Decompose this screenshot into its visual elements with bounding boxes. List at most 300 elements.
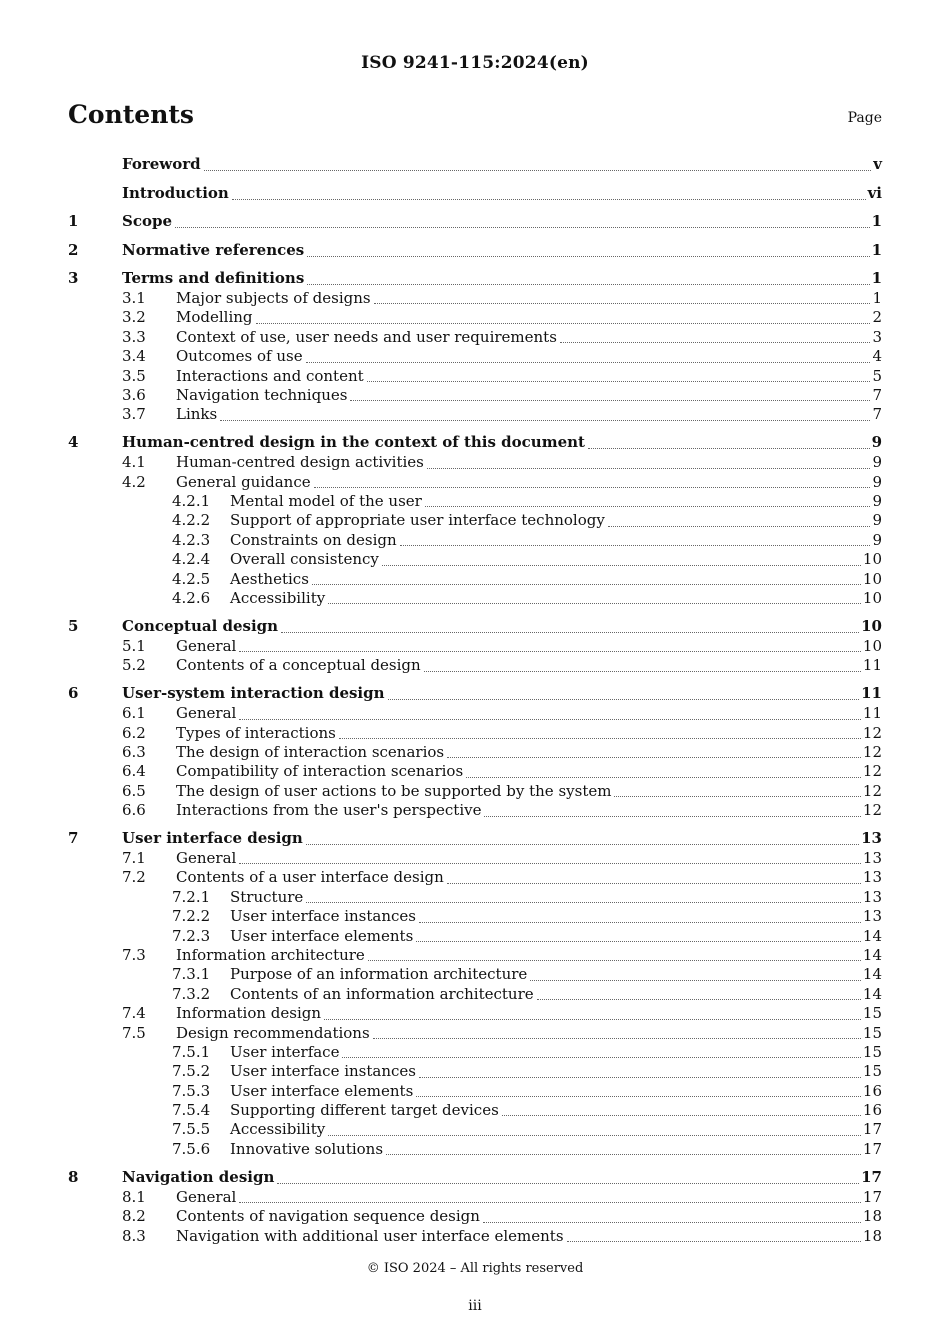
toc-entry-title[interactable]: User interface design: [122, 828, 303, 847]
toc-entry-title[interactable]: Navigation with additional user interface elements: [176, 1226, 564, 1245]
toc-entry[interactable]: [68, 1140, 882, 1159]
toc-entry-title[interactable]: User interface instances: [230, 907, 416, 926]
toc-entry-line: [176, 1188, 882, 1207]
toc-entry-page[interactable]: vi: [867, 183, 882, 202]
dot-leader: [175, 227, 870, 228]
toc-entry-title[interactable]: Normative references: [122, 240, 305, 259]
dot-leader: [466, 777, 861, 778]
dot-leader: [483, 1222, 861, 1223]
toc-entry-line: [176, 1024, 882, 1043]
toc-entry[interactable]: [68, 683, 882, 704]
toc-entry-title[interactable]: Introduction: [122, 183, 229, 202]
toc-entry-line: [176, 704, 882, 723]
toc-entry[interactable]: [68, 347, 882, 366]
dot-leader: [373, 1038, 861, 1039]
toc-entry-page[interactable]: 14: [862, 965, 882, 984]
toc-entry-title[interactable]: Human-centred design in the context of this document: [122, 433, 585, 452]
dot-leader: [425, 506, 871, 507]
toc-entry-page[interactable]: 17: [862, 1139, 882, 1158]
dot-leader: [256, 323, 871, 324]
toc-entry[interactable]: [68, 1082, 882, 1101]
dot-leader: [324, 1019, 861, 1020]
dot-leader: [239, 863, 861, 864]
toc-entry-title[interactable]: Contents of a conceptual design: [176, 656, 421, 675]
toc-entry[interactable]: [68, 743, 882, 762]
dot-leader: [277, 1183, 859, 1184]
toc-entry-number: 7.3.1: [172, 965, 211, 984]
dot-leader: [220, 420, 870, 421]
toc-entry[interactable]: [68, 183, 882, 204]
toc-entry-page[interactable]: 18: [862, 1207, 882, 1226]
dot-leader: [588, 448, 870, 449]
toc-entry-number: 7.2.3: [172, 926, 211, 945]
dot-leader: [416, 1096, 861, 1097]
toc-entry[interactable]: [68, 473, 882, 492]
toc-entry-title[interactable]: The design of user actions to be supported by the system: [176, 781, 612, 800]
page-column-label: Page: [847, 110, 882, 126]
dot-leader: [447, 883, 861, 884]
copyright-footer: © ISO 2024 – All rights reserved: [366, 1261, 584, 1276]
toc-entry-number: 7.5: [122, 1023, 146, 1042]
toc-entry-line: [122, 154, 882, 175]
toc-entry[interactable]: [68, 240, 882, 261]
toc-entry[interactable]: [68, 704, 882, 723]
dot-leader: [328, 1135, 861, 1136]
toc-entry-page[interactable]: 15: [862, 1042, 882, 1061]
toc-entry-title[interactable]: Contents of an information architecture: [230, 984, 534, 1003]
toc-entry[interactable]: [68, 289, 882, 308]
dot-leader: [614, 796, 860, 797]
toc-entry-title[interactable]: Scope: [122, 212, 173, 230]
dot-leader: [368, 960, 861, 961]
toc-entry-number: 8: [68, 1167, 79, 1186]
toc-entry-number: 7.5.4: [172, 1101, 211, 1120]
toc-entry-number: 8.2: [122, 1207, 146, 1226]
toc-entry-page[interactable]: 12: [862, 781, 882, 800]
toc-entry-page[interactable]: 12: [862, 742, 882, 761]
dot-leader: [608, 526, 871, 527]
toc-entry[interactable]: [68, 308, 882, 327]
toc-entry-page[interactable]: 2: [872, 308, 882, 327]
toc-entry-title[interactable]: User interface elements: [230, 1081, 414, 1100]
toc-entry[interactable]: [68, 268, 882, 289]
toc-entry[interactable]: [68, 616, 882, 637]
toc-entry[interactable]: [68, 1004, 882, 1023]
toc-entry-page[interactable]: 7: [872, 385, 882, 404]
toc-entry-number: 5: [68, 616, 79, 635]
toc-entry-line: [176, 637, 882, 656]
toc-entry[interactable]: [68, 828, 882, 849]
toc-entry[interactable]: [68, 1188, 882, 1207]
toc-entry-page[interactable]: 18: [862, 1226, 882, 1245]
toc-entry-number: 6.6: [122, 801, 146, 820]
toc-entry[interactable]: [68, 1024, 882, 1043]
toc-entry-title[interactable]: General: [176, 636, 237, 655]
toc-entry-title[interactable]: General: [176, 848, 237, 867]
toc-entry[interactable]: [68, 453, 882, 472]
dot-leader: [388, 699, 860, 700]
dot-leader: [314, 487, 871, 488]
dot-leader: [339, 738, 861, 739]
toc-entry-number: 7.1: [122, 848, 146, 867]
toc-entry-page[interactable]: 17: [862, 1120, 882, 1139]
toc-entry[interactable]: [68, 511, 882, 530]
toc-entry-line: [230, 1043, 882, 1062]
toc-entry-line: [230, 1082, 882, 1101]
toc-entry-line: [230, 888, 882, 907]
toc-entry-page[interactable]: 11: [862, 704, 882, 723]
toc-entry-page[interactable]: 11: [861, 684, 882, 703]
toc-entry-title[interactable]: Purpose of an information architecture: [230, 965, 528, 984]
toc-entry-line: [176, 868, 882, 887]
toc-entry-title[interactable]: Human-centred design activities: [176, 453, 424, 472]
dot-leader: [306, 902, 861, 903]
toc-entry-line: [176, 1207, 882, 1226]
toc-entry-number: 6.5: [122, 781, 146, 800]
dot-leader: [328, 603, 861, 604]
toc-entry-title[interactable]: Compatibility of interaction scenarios: [176, 762, 464, 781]
toc-entry-number: 6.3: [122, 742, 146, 761]
contents-heading: Contents: [68, 100, 195, 129]
toc-entry-title[interactable]: Navigation design: [122, 1167, 275, 1186]
toc-entry-page[interactable]: 14: [862, 945, 882, 964]
toc-entry-line: [230, 492, 882, 511]
toc-entry-title[interactable]: Contents of navigation sequence design: [176, 1207, 480, 1226]
toc-entry-line: [122, 683, 882, 704]
toc-entry-number: 4.2.4: [172, 550, 211, 569]
toc-entry-page[interactable]: 14: [862, 984, 882, 1003]
toc-entry-number: 7.5.5: [172, 1120, 211, 1139]
toc-entry-title[interactable]: Interactions and content: [176, 366, 364, 385]
toc-entry-title[interactable]: User interface: [230, 1042, 340, 1061]
toc-entry-line: [122, 268, 882, 289]
toc-entry-number: 3: [68, 269, 79, 287]
toc-entry-title[interactable]: Innovative solutions: [230, 1139, 384, 1158]
toc-entry-page[interactable]: 13: [862, 848, 882, 867]
toc-entry-title[interactable]: Supporting different target devices: [230, 1101, 499, 1120]
table-of-contents: [68, 154, 882, 1246]
dot-leader: [567, 1241, 861, 1242]
toc-entry-page[interactable]: 10: [862, 588, 882, 607]
toc-entry[interactable]: [68, 946, 882, 965]
toc-entry[interactable]: [68, 849, 882, 868]
toc-entry-page[interactable]: 10: [862, 636, 882, 655]
toc-entry-page[interactable]: 17: [862, 1187, 882, 1206]
toc-entry-page[interactable]: 9: [872, 472, 882, 491]
toc-entry-page[interactable]: 1: [871, 212, 882, 230]
toc-entry-title[interactable]: Overall consistency: [230, 550, 379, 569]
toc-entry-number: 4.2: [122, 472, 146, 491]
toc-entry[interactable]: [68, 432, 882, 453]
toc-entry-page[interactable]: 14: [862, 926, 882, 945]
toc-entry-line: [176, 724, 882, 743]
dot-leader: [530, 980, 861, 981]
toc-entry[interactable]: [68, 907, 882, 926]
dot-leader: [502, 1115, 861, 1116]
toc-entry-page[interactable]: 11: [862, 656, 882, 675]
toc-entry[interactable]: [68, 154, 882, 175]
toc-entry-page[interactable]: 12: [862, 723, 882, 742]
toc-entry-page[interactable]: 1: [871, 240, 882, 259]
toc-entry-title[interactable]: Information design: [176, 1004, 322, 1023]
toc-entry-number: 7.2.2: [172, 907, 211, 926]
toc-entry[interactable]: [68, 589, 882, 608]
toc-entry-line: [122, 183, 882, 204]
toc-entry-line: [230, 511, 882, 530]
toc-entry-title[interactable]: Contents of a user interface design: [176, 868, 444, 887]
toc-entry-title[interactable]: User interface elements: [230, 926, 414, 945]
toc-entry-title[interactable]: Conceptual design: [122, 616, 279, 635]
toc-entry-page[interactable]: 16: [862, 1101, 882, 1120]
dot-leader: [386, 1154, 861, 1155]
toc-entry[interactable]: [68, 492, 882, 511]
toc-entry-title[interactable]: Accessibility: [230, 588, 326, 607]
toc-entry-title[interactable]: General: [176, 704, 237, 723]
toc-entry-title[interactable]: Design recommendations: [176, 1023, 370, 1042]
toc-entry[interactable]: [68, 724, 882, 743]
toc-entry-page[interactable]: 7: [872, 405, 882, 424]
toc-entry-title[interactable]: Foreword: [122, 155, 201, 173]
toc-entry[interactable]: [68, 550, 882, 569]
toc-entry-page[interactable]: 12: [862, 801, 882, 820]
toc-entry-line: [176, 762, 882, 781]
toc-entry-title[interactable]: User-system interaction design: [122, 684, 385, 703]
toc-entry-line: [230, 965, 882, 984]
toc-entry-number: 4.2.6: [172, 588, 211, 607]
dot-leader: [307, 284, 869, 285]
dot-leader: [419, 1077, 861, 1078]
page-number: iii: [468, 1298, 482, 1314]
toc-entry[interactable]: [68, 1062, 882, 1081]
toc-entry-number: 4.2.1: [172, 492, 211, 511]
toc-entry-page[interactable]: 15: [862, 1004, 882, 1023]
toc-entry-page[interactable]: 13: [862, 887, 882, 906]
toc-entry-number: 3.6: [122, 385, 146, 404]
toc-entry-page[interactable]: 15: [862, 1062, 882, 1081]
toc-entry-title[interactable]: Major subjects of designs: [176, 289, 371, 307]
toc-entry-page[interactable]: 17: [861, 1167, 882, 1186]
toc-entry-page[interactable]: 13: [862, 907, 882, 926]
toc-entry-title[interactable]: Support of appropriate user interface technology: [230, 511, 605, 530]
toc-entry-line: [230, 985, 882, 1004]
toc-entry-line: [230, 1120, 882, 1139]
toc-entry[interactable]: [68, 965, 882, 984]
toc-entry-line: [122, 1167, 882, 1188]
toc-entry-line: [230, 1140, 882, 1159]
dot-leader: [239, 1202, 861, 1203]
toc-entry-number: 6.1: [122, 704, 146, 723]
dot-leader: [342, 1057, 860, 1058]
toc-entry-line: [122, 211, 882, 232]
toc-entry-number: 4: [68, 433, 79, 452]
toc-entry-line: [176, 289, 882, 308]
toc-entry-title[interactable]: General guidance: [176, 472, 311, 491]
toc-entry-line: [176, 743, 882, 762]
toc-entry[interactable]: [68, 637, 882, 656]
toc-entry-title[interactable]: Navigation techniques: [176, 385, 348, 404]
toc-entry-title[interactable]: Aesthetics: [230, 569, 309, 588]
toc-entry[interactable]: [68, 367, 882, 386]
dot-leader: [419, 922, 861, 923]
toc-entry-title[interactable]: Accessibility: [230, 1120, 326, 1139]
dot-leader: [239, 651, 861, 652]
toc-entry-number: 3.2: [122, 308, 146, 327]
toc-entry[interactable]: [68, 1207, 882, 1226]
toc-entry[interactable]: [68, 868, 882, 887]
toc-entry-page[interactable]: 9: [872, 492, 882, 511]
toc-entry-line: [176, 656, 882, 675]
dot-leader: [350, 400, 870, 401]
toc-entry-page[interactable]: 16: [862, 1081, 882, 1100]
toc-entry[interactable]: [68, 656, 882, 675]
toc-entry-title[interactable]: Constraints on design: [230, 530, 397, 549]
toc-entry[interactable]: [68, 1227, 882, 1246]
toc-entry-number: 5.1: [122, 636, 146, 655]
toc-entry-number: 4.1: [122, 453, 146, 472]
toc-entry-title[interactable]: The design of interaction scenarios: [176, 742, 445, 761]
toc-entry-page[interactable]: 1: [871, 269, 882, 287]
toc-entry[interactable]: [68, 405, 882, 424]
toc-entry-page[interactable]: 9: [872, 453, 882, 472]
toc-entry[interactable]: [68, 211, 882, 232]
toc-entry-title[interactable]: Information architecture: [176, 945, 365, 964]
toc-entry[interactable]: [68, 1167, 882, 1188]
toc-entry-number: 7.4: [122, 1004, 146, 1023]
toc-entry[interactable]: [68, 386, 882, 405]
toc-entry-title[interactable]: Links: [176, 405, 218, 424]
dot-leader: [424, 671, 861, 672]
toc-entry-title[interactable]: Interactions from the user's perspective: [176, 801, 482, 820]
toc-entry-number: 7.2.1: [172, 887, 211, 906]
toc-entry-title[interactable]: Types of interactions: [176, 723, 336, 742]
toc-entry-number: 1: [68, 212, 79, 230]
dot-leader: [312, 584, 861, 585]
toc-entry-line: [176, 347, 882, 366]
toc-entry-title[interactable]: Context of use, user needs and user requirements: [176, 327, 557, 346]
toc-entry-line: [230, 1062, 882, 1081]
toc-entry-page[interactable]: 1: [872, 289, 882, 307]
toc-entry-line: [176, 453, 882, 472]
toc-entry-page[interactable]: v: [873, 155, 882, 173]
toc-entry-number: 8.3: [122, 1226, 146, 1245]
toc-entry-page[interactable]: 9: [872, 511, 882, 530]
toc-entry-number: 3.3: [122, 327, 146, 346]
toc-entry[interactable]: [68, 1101, 882, 1120]
dot-leader: [239, 719, 861, 720]
dot-leader: [232, 199, 866, 200]
toc-entry-line: [176, 405, 882, 424]
toc-entry-number: 3.7: [122, 405, 146, 424]
toc-entry-line: [176, 801, 882, 820]
toc-entry[interactable]: [68, 801, 882, 820]
toc-entry[interactable]: [68, 1120, 882, 1139]
document-header: ISO 9241-115:2024(en): [361, 53, 589, 73]
toc-entry-line: [176, 946, 882, 965]
toc-entry-line: [176, 386, 882, 405]
toc-entry-page[interactable]: 3: [872, 327, 882, 346]
toc-entry-line: [122, 616, 882, 637]
toc-entry-number: 6: [68, 684, 79, 703]
toc-entry-title[interactable]: General: [176, 1187, 237, 1206]
toc-entry-number: 7.3.2: [172, 984, 211, 1003]
toc-entry-page[interactable]: 4: [872, 347, 882, 366]
toc-entry-number: 8.1: [122, 1187, 146, 1206]
toc-entry-line: [176, 308, 882, 327]
toc-entry-number: 4.2.2: [172, 511, 211, 530]
toc-entry-page[interactable]: 5: [872, 366, 882, 385]
toc-entry-title[interactable]: Mental model of the user: [230, 492, 422, 511]
toc-entry-line: [230, 570, 882, 589]
toc-entry[interactable]: [68, 328, 882, 347]
dot-leader: [416, 941, 861, 942]
toc-entry[interactable]: [68, 888, 882, 907]
toc-entry[interactable]: [68, 762, 882, 781]
dot-leader: [306, 844, 859, 845]
toc-entry-title[interactable]: User interface instances: [230, 1062, 416, 1081]
toc-entry-line: [122, 240, 882, 261]
toc-entry-page[interactable]: 12: [862, 762, 882, 781]
toc-entry-line: [122, 828, 882, 849]
toc-entry[interactable]: [68, 570, 882, 589]
toc-entry-line: [176, 1227, 882, 1246]
toc-entry-line: [176, 367, 882, 386]
toc-entry[interactable]: [68, 782, 882, 801]
toc-entry-line: [176, 849, 882, 868]
toc-entry-page[interactable]: 10: [861, 616, 882, 635]
toc-entry-page[interactable]: 9: [871, 433, 882, 452]
toc-entry-number: 7.5.2: [172, 1062, 211, 1081]
dot-leader: [374, 303, 871, 304]
toc-entry[interactable]: [68, 1043, 882, 1062]
dot-leader: [400, 545, 871, 546]
toc-entry-title[interactable]: Modelling: [176, 308, 253, 327]
dot-leader: [427, 468, 871, 469]
toc-entry-page[interactable]: 15: [862, 1023, 882, 1042]
toc-entry-number: 2: [68, 240, 79, 259]
toc-entry-page[interactable]: 10: [862, 569, 882, 588]
toc-entry[interactable]: [68, 531, 882, 550]
dot-leader: [281, 632, 859, 633]
toc-entry-number: 6.4: [122, 762, 146, 781]
toc-entry-number: 3.1: [122, 289, 146, 307]
toc-entry-page[interactable]: 9: [872, 530, 882, 549]
toc-entry-title[interactable]: Terms and definitions: [122, 269, 305, 287]
toc-entry-number: 3.5: [122, 366, 146, 385]
toc-entry-page[interactable]: 10: [862, 550, 882, 569]
toc-entry-page[interactable]: 13: [861, 828, 882, 847]
dot-leader: [306, 362, 871, 363]
toc-entry-line: [230, 927, 882, 946]
toc-entry-number: 7: [68, 828, 79, 847]
dot-leader: [560, 342, 871, 343]
toc-entry[interactable]: [68, 927, 882, 946]
toc-entry-number: 3.4: [122, 347, 146, 366]
toc-entry-page[interactable]: 13: [862, 868, 882, 887]
toc-entry-line: [176, 328, 882, 347]
dot-leader: [382, 565, 861, 566]
toc-entry-line: [230, 907, 882, 926]
dot-leader: [537, 999, 861, 1000]
toc-entry-line: [176, 1004, 882, 1023]
toc-entry[interactable]: [68, 985, 882, 1004]
toc-entry-title[interactable]: Outcomes of use: [176, 347, 303, 366]
dot-leader: [367, 381, 871, 382]
toc-entry-number: 7.5.3: [172, 1081, 211, 1100]
toc-entry-number: 5.2: [122, 656, 146, 675]
dot-leader: [447, 757, 861, 758]
toc-entry-title[interactable]: Structure: [230, 887, 304, 906]
toc-entry-line: [230, 550, 882, 569]
